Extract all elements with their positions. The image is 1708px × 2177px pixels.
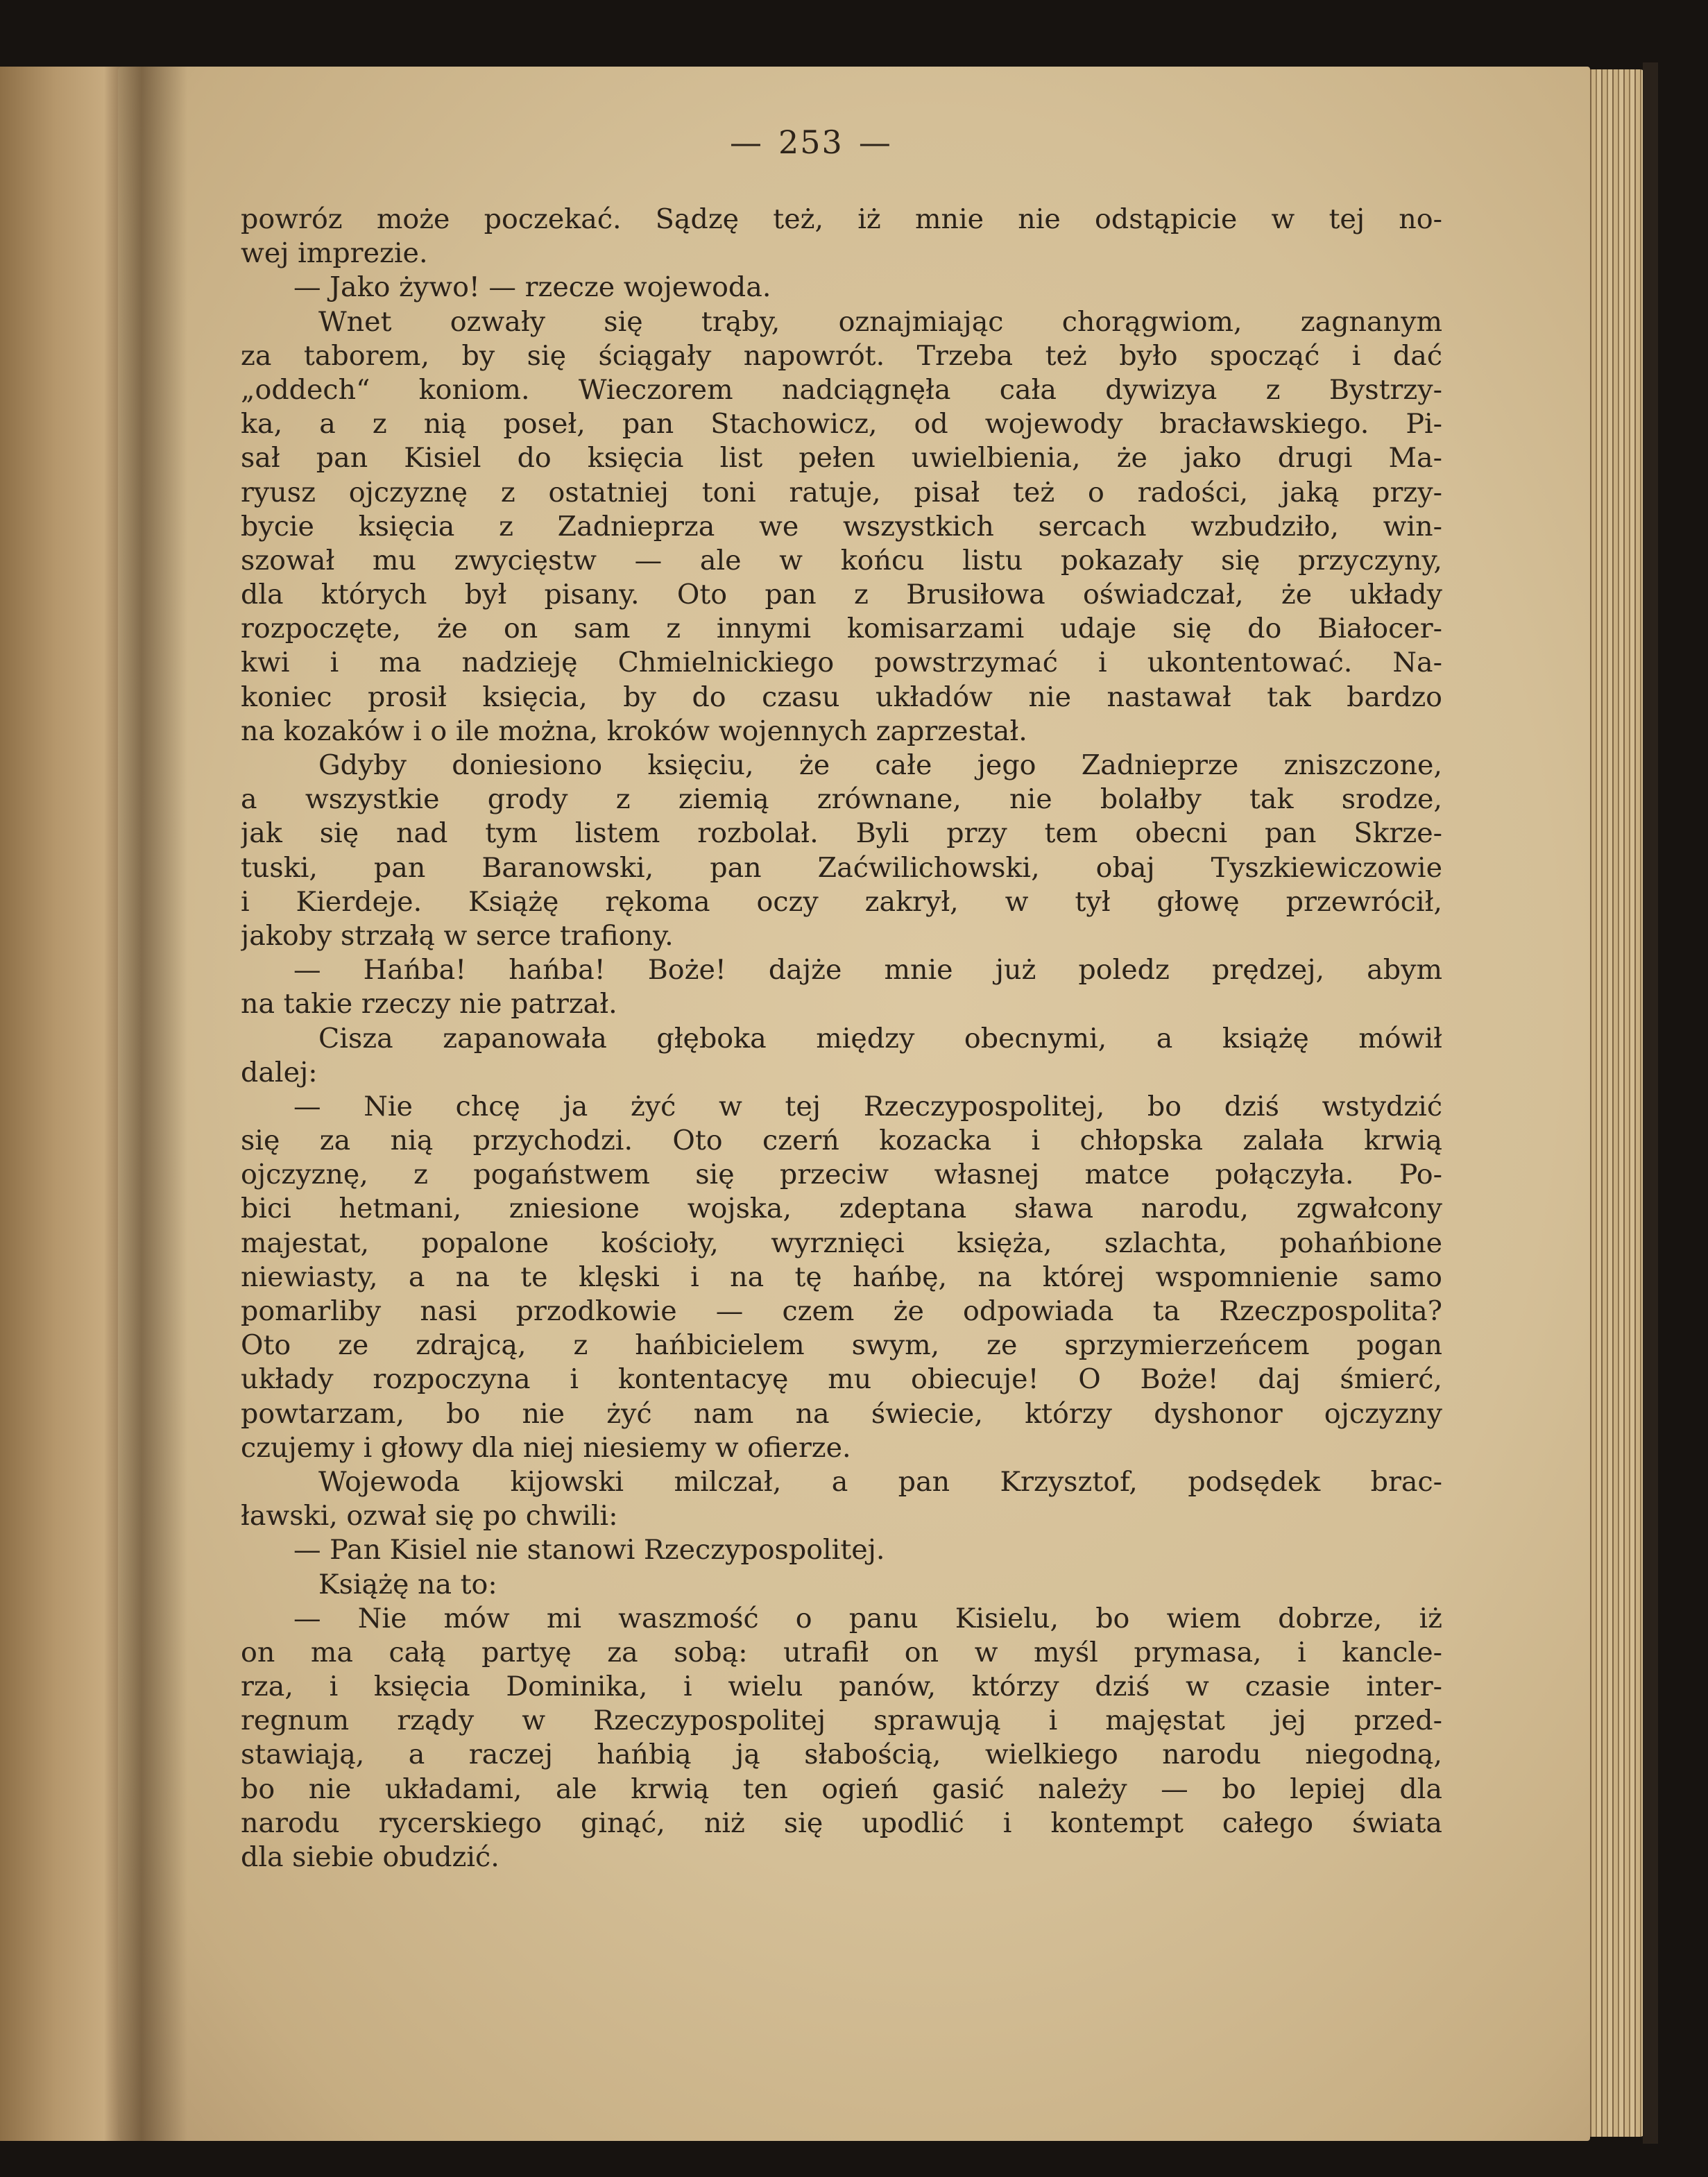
text-line: rozpoczęte, że on sam z innymi komisarzami udaje się do Białocer- xyxy=(241,613,1442,645)
text-line: — Hańba! hańba! Boże! dajże mnie już poledz prędzej, abym xyxy=(293,954,1442,987)
page-number: 253 xyxy=(778,123,844,161)
text-line: czujemy i głowy dla niej niesiemy w ofierze. xyxy=(241,1431,851,1464)
text-line: rza, i księcia Dominika, i wielu panów, którzy dziś w czasie inter- xyxy=(241,1671,1442,1703)
text-line: regnum rządy w Rzeczypospolitej sprawują i majęstat jej przed- xyxy=(241,1705,1442,1737)
text-line: ławski, ozwał się po chwili: xyxy=(241,1500,618,1533)
text-line: — Pan Kisiel nie stanowi Rzeczypospolitej. xyxy=(293,1534,885,1566)
text-line: a wszystkie grody z ziemią zrównane, nie bolałby tak srodze, xyxy=(241,783,1442,816)
text-line: ryusz ojczyznę z ostatniej toni ratuje, pisał też o radości, jaką przy- xyxy=(241,476,1442,509)
text-line: na kozaków i o ile można, kroków wojennych zaprzestał. xyxy=(241,715,1027,747)
text-line: — Jako żywo! — rzecze wojewoda. xyxy=(293,271,771,304)
text-line: sał pan Kisiel do księcia list pełen uwielbienia, że jako drugi Ma- xyxy=(241,442,1442,475)
text-line: bo nie układami, ale krwią ten ogień gasić należy — bo lepiej dla xyxy=(241,1773,1442,1805)
running-head xyxy=(730,123,892,161)
text-line: niewiasty, a na te klęski i na tę hańbę, na której wspomnienie samo xyxy=(241,1261,1442,1293)
text-line: Książę na to: xyxy=(318,1568,497,1600)
text-line: „oddech“ koniom. Wieczorem nadciągnęła cała dywizya z Bystrzy- xyxy=(241,373,1442,406)
text-line: koniec prosił księcia, by do czasu układów nie nastawał tak bardzo xyxy=(241,681,1442,713)
text-line: dalej: xyxy=(241,1056,318,1088)
text-line: ka, a z nią poseł, pan Stachowicz, od wojewody bracławskiego. Pi- xyxy=(241,408,1442,441)
text-line: on ma całą partyę za sobą: utrafił on w myśl prymasa, i kancle- xyxy=(241,1636,1442,1668)
book-cover-edge xyxy=(1643,62,1658,2144)
text-line: szował mu zwycięstw — ale w końcu listu pokazały się przyczyny, xyxy=(241,544,1442,577)
text-line: Cisza zapanowała głęboka między obecnymi, a książę mówił xyxy=(318,1022,1442,1055)
body-text xyxy=(241,203,1442,1875)
text-line: — Nie mów mi waszmość o panu Kisielu, bo wiem dobrze, iż xyxy=(293,1602,1442,1634)
text-line: i Kierdeje. Książę rękoma oczy zakrył, w tył głowę przewrócił, xyxy=(241,885,1442,918)
text-line: powróz może poczekać. Sądzę też, iż mnie nie odstąpicie w tej no- xyxy=(241,203,1442,235)
text-line: narodu rycerskiego ginąć, niż się upodlić i kontempt całego świata xyxy=(241,1807,1442,1839)
text-line: Wnet ozwały się trąby, oznajmiając chorągwiom, zagnanym xyxy=(318,305,1442,338)
text-line: jakoby strzałą w serce trafiony. xyxy=(241,919,674,952)
text-line: Oto ze zdrajcą, z hańbicielem swym, ze sprzymierzeńcem pogan xyxy=(241,1329,1442,1362)
text-line: się za nią przychodzi. Oto czerń kozacka i chłopska zalała krwią xyxy=(241,1125,1442,1157)
text-line: Wojewoda kijowski milczał, a pan Krzysztof, podsędek brac- xyxy=(318,1465,1442,1498)
text-line: na takie rzeczy nie patrzał. xyxy=(241,988,617,1021)
text-line: pomarliby nasi przodkowie — czem że odpowiada ta Rzeczpospolita? xyxy=(241,1295,1442,1327)
text-line: majestat, popalone kościoły, wyrznięci księża, szlachta, pohańbione xyxy=(241,1227,1442,1259)
dash-left: — xyxy=(730,123,763,161)
text-line: kwi i ma nadzieję Chmielnickiego powstrzymać i ukontentować. Na- xyxy=(241,647,1442,679)
text-line: tuski, pan Baranowski, pan Zaćwilichowski, obaj Tyszkiewiczowie xyxy=(241,851,1442,884)
text-line: powtarzam, bo nie żyć nam na świecie, którzy dyshonor ojczyzny xyxy=(241,1397,1442,1430)
text-line: za taborem, by się ściągały napowrót. Trzeba też było spocząć i dać xyxy=(241,339,1442,372)
dash-right: — xyxy=(858,123,892,161)
gutter-shadow xyxy=(104,67,187,2141)
text-line: Gdyby doniesiono księciu, że całe jego Zadnieprze zniszczone, xyxy=(318,749,1442,781)
text-line: dla siebie obudzić. xyxy=(241,1841,499,1873)
text-line: ojczyznę, z pogaństwem się przeciw własnej matce połączyła. Po- xyxy=(241,1159,1442,1191)
text-line: — Nie chcę ja żyć w tej Rzeczypospolitej, bo dziś wstydzić xyxy=(293,1090,1442,1122)
text-line: dla których był pisany. Oto pan z Brusiłowa oświadczał, że układy xyxy=(241,579,1442,611)
text-line: układy rozpoczyna i kontentacyę mu obiecuje! O Boże! daj śmierć, xyxy=(241,1363,1442,1396)
text-line: stawiają, a raczej hańbią ją słabością, wielkiego narodu niegodną, xyxy=(241,1739,1442,1771)
text-line: bici hetmani, zniesione wojska, zdeptana sława narodu, zgwałcony xyxy=(241,1193,1442,1225)
text-line: wej imprezie. xyxy=(241,237,428,270)
text-line: jak się nad tym listem rozbolał. Byli przy tem obecni pan Skrze- xyxy=(241,817,1442,850)
text-line: bycie księcia z Zadnieprza we wszystkich sercach wzbudziło, win- xyxy=(241,510,1442,543)
